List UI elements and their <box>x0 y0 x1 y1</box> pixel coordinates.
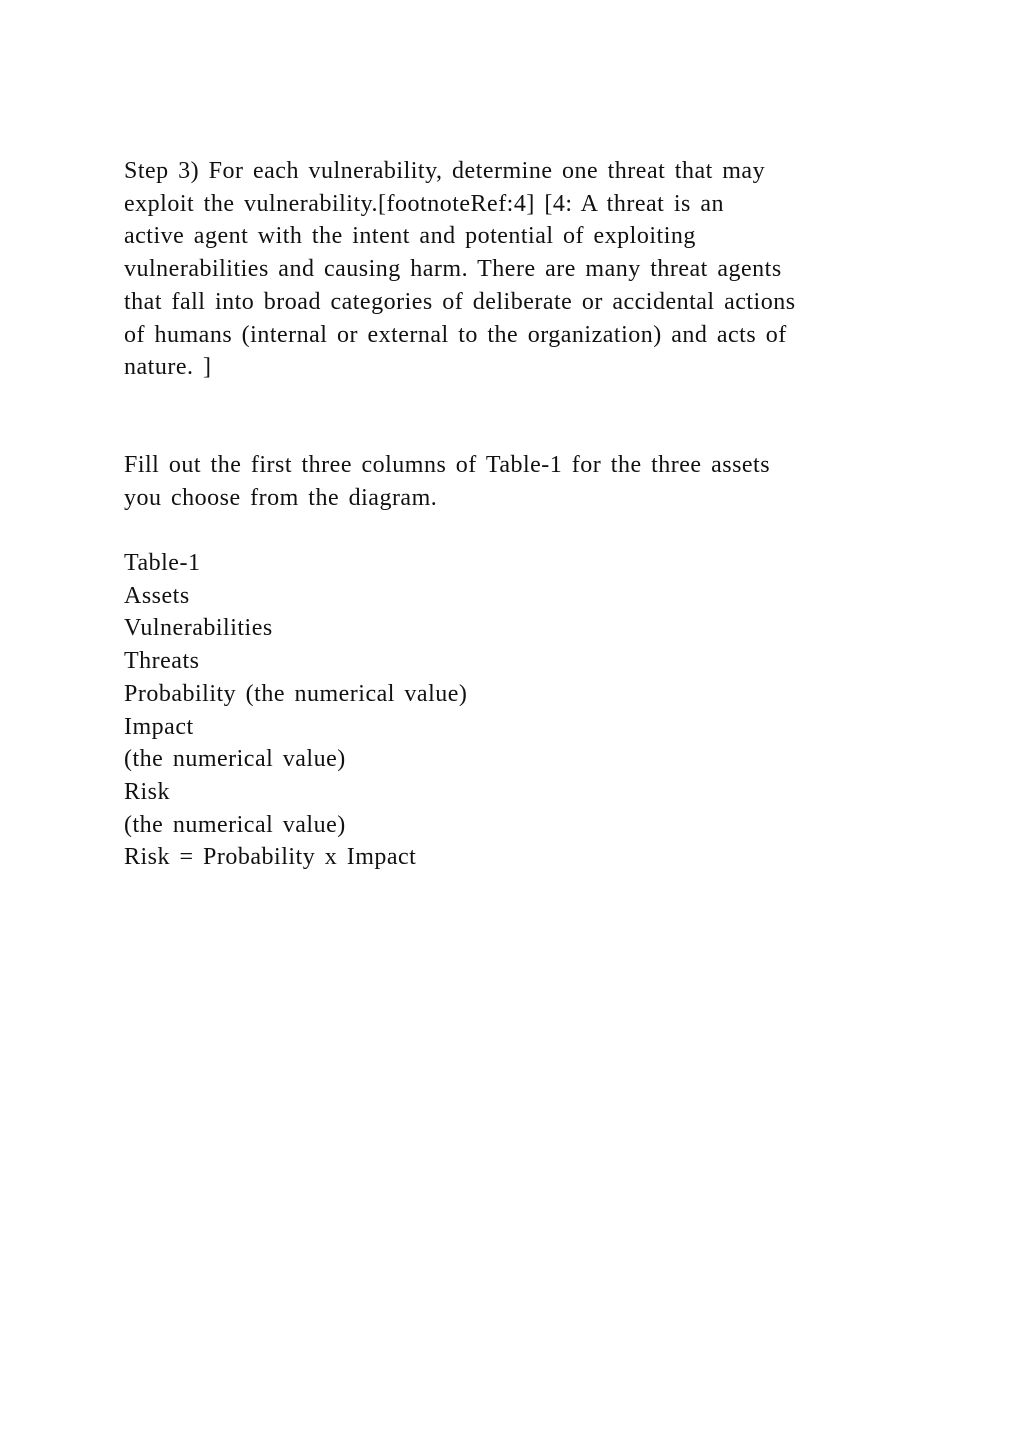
table-column-heading: Assets <box>124 582 190 609</box>
step3-paragraph <box>124 155 904 384</box>
table-column-heading: Threats <box>124 648 200 675</box>
document-body <box>124 155 904 874</box>
step3-line: vulnerabilities and causing harm. There are many threat agents <box>124 256 782 283</box>
table-column-heading: Risk <box>124 778 171 805</box>
step3-line: Step 3) For each vulnerability, determine one threat that may <box>124 158 766 184</box>
step3-line: exploit the vulnerability.[footnoteRef:4] [4: A threat is an <box>124 190 724 217</box>
table-column-heading: Probability (the numerical value) <box>124 680 468 707</box>
table-column-heading: (the numerical value) <box>124 746 346 773</box>
table-column-heading: Impact <box>124 713 194 740</box>
step3-line: active agent with the intent and potential of exploiting <box>124 223 696 250</box>
table-section <box>124 547 904 874</box>
step3-line: that fall into broad categories of deliberate or accidental actions <box>124 288 796 315</box>
table-column-heading: (the numerical value) <box>124 811 346 838</box>
paragraph-spacer <box>124 514 904 547</box>
table-title: Table-1 <box>124 550 201 577</box>
paragraph-spacer <box>124 384 904 449</box>
step3-line: nature. ] <box>124 354 212 381</box>
instruction-line: Fill out the first three columns of Table-1 for the three assets <box>124 451 771 478</box>
table-column-heading: Vulnerabilities <box>124 615 273 642</box>
step3-line: of humans (internal or external to the organization) and acts of <box>124 321 787 348</box>
instruction-line: you choose from the diagram. <box>124 484 438 511</box>
instruction-paragraph <box>124 449 904 514</box>
table-formula: Risk = Probability x Impact <box>124 844 417 871</box>
